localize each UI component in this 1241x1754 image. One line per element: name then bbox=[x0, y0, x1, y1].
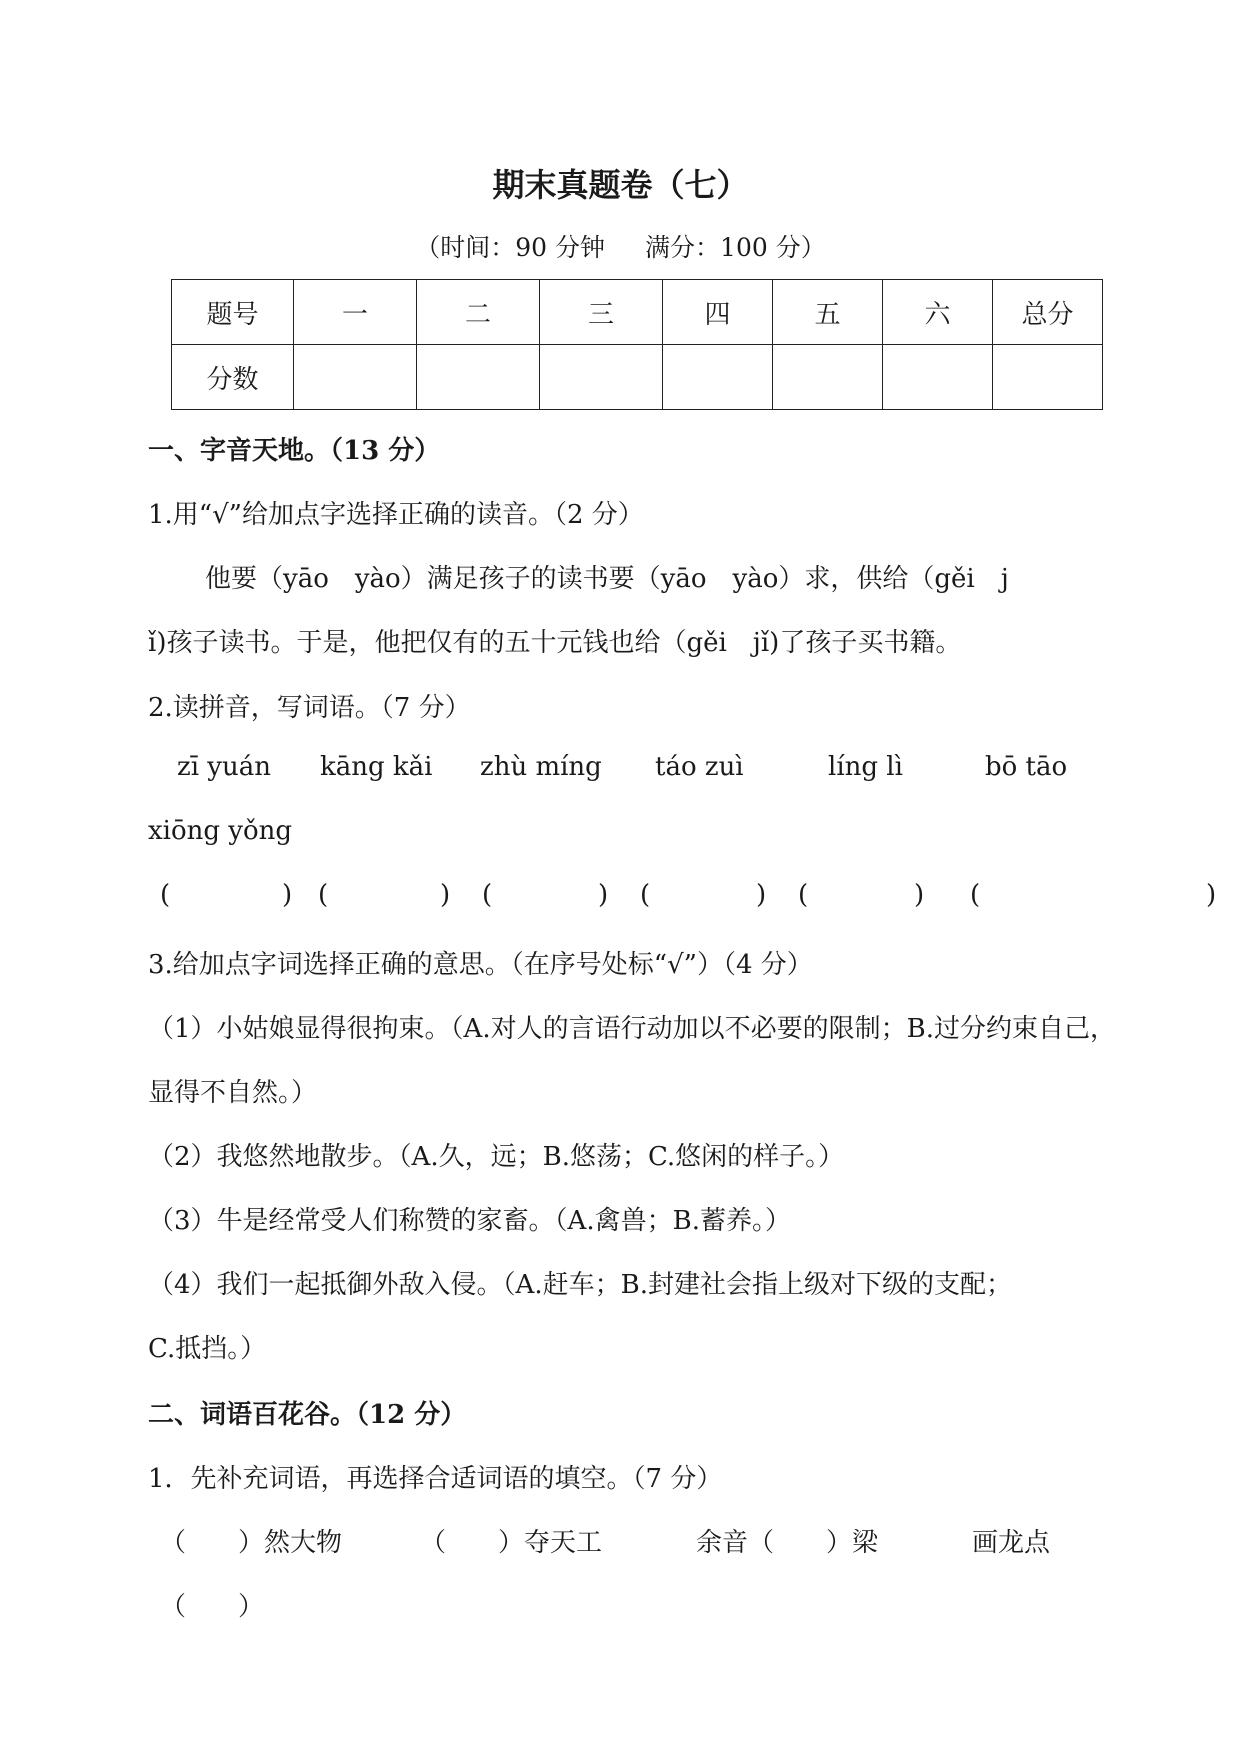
q1-text-line2: ǐ)孩子读书。于是，他把仅有的五十元钱也给（gěi jǐ)了孩子买书籍。 bbox=[148, 628, 962, 658]
blank-close: ) bbox=[440, 880, 451, 910]
blank-close: ) bbox=[282, 880, 293, 910]
score-cell[interactable] bbox=[773, 345, 883, 410]
blank-open: ( bbox=[318, 880, 329, 910]
score-cell[interactable] bbox=[993, 345, 1103, 410]
blank-open: ( bbox=[160, 880, 171, 910]
header-cell: 六 bbox=[883, 280, 993, 345]
header-cell: 一 bbox=[294, 280, 417, 345]
q3-item: （4）我们一起抵御外敌入侵。（A.赶车；B.封建社会指上级对下级的支配； bbox=[148, 1270, 1012, 1300]
score-table-score-row bbox=[172, 345, 1103, 410]
pinyin-word: zhù míng bbox=[480, 752, 602, 782]
time-limit: （时间：90 分钟 bbox=[415, 233, 606, 262]
idiom-item: （ ）夺天工 bbox=[420, 1528, 603, 1558]
blank-close: ) bbox=[914, 880, 925, 910]
q1-text-line1: 他要（yāo yào）满足孩子的读书要（yāo yào）求，供给（gěi j bbox=[205, 564, 1009, 594]
header-cell: 四 bbox=[663, 280, 773, 345]
score-cell[interactable] bbox=[663, 345, 773, 410]
score-cell[interactable] bbox=[417, 345, 540, 410]
s2-q1-prompt: 1．先补充词语，再选择合适词语的填空。（7 分） bbox=[148, 1464, 723, 1494]
q3-item: （3）牛是经常受人们称赞的家畜。（A.禽兽；B.蓄养。） bbox=[148, 1206, 791, 1236]
blank-open: ( bbox=[798, 880, 809, 910]
q3-item: 显得不自然。） bbox=[148, 1078, 318, 1108]
section-1-heading: 一、字音天地。（13 分） bbox=[148, 436, 441, 466]
score-cell[interactable] bbox=[883, 345, 993, 410]
pinyin-word: xiōng yǒng bbox=[148, 816, 293, 846]
score-cell[interactable] bbox=[540, 345, 663, 410]
header-cell: 总分 bbox=[993, 280, 1103, 345]
header-cell: 三 bbox=[540, 280, 663, 345]
pinyin-word: líng lì bbox=[828, 752, 903, 782]
blank-open: ( bbox=[640, 880, 651, 910]
blank-close: ) bbox=[598, 880, 609, 910]
idiom-item: 余音（ ）梁 bbox=[696, 1528, 879, 1558]
section-2-heading: 二、词语百花谷。（12 分） bbox=[148, 1400, 467, 1430]
q3-item: （2）我悠然地散步。（A.久，远；B.悠荡；C.悠闲的样子。） bbox=[148, 1142, 845, 1172]
header-cell: 五 bbox=[773, 280, 883, 345]
header-cell: 二 bbox=[417, 280, 540, 345]
q3-item: （1）小姑娘显得很拘束。（A.对人的言语行动加以不必要的限制；B.过分约束自己， bbox=[148, 1014, 1116, 1044]
blank-close: ) bbox=[756, 880, 767, 910]
idiom-blank: （ ） bbox=[160, 1592, 265, 1622]
pinyin-word: bō tāo bbox=[985, 752, 1068, 782]
full-score: 满分：100 分） bbox=[645, 233, 826, 262]
page-title: 期末真题卷（七） bbox=[492, 166, 749, 204]
blank-open: ( bbox=[482, 880, 493, 910]
row-label: 分数 bbox=[172, 345, 294, 410]
idiom-item: （ ）然大物 bbox=[160, 1528, 343, 1558]
exam-info bbox=[0, 228, 1241, 264]
pinyin-word: zī yuán bbox=[177, 752, 271, 782]
q3-prompt: 3.给加点字词选择正确的意思。（在序号处标“√”）（4 分） bbox=[148, 950, 813, 980]
q3-item: C.抵挡。） bbox=[148, 1334, 267, 1364]
idiom-item: 画龙点 bbox=[972, 1528, 1051, 1558]
q1-prompt: 1.用“√”给加点字选择正确的读音。（2 分） bbox=[148, 500, 644, 530]
blank-close: ) bbox=[1206, 880, 1217, 910]
score-table-header-row bbox=[172, 280, 1103, 345]
score-table bbox=[171, 279, 1103, 410]
pinyin-word: kāng kǎi bbox=[320, 752, 433, 782]
score-cell[interactable] bbox=[294, 345, 417, 410]
blank-open: ( bbox=[970, 880, 981, 910]
header-cell: 题号 bbox=[172, 280, 294, 345]
q2-prompt: 2.读拼音，写词语。（7 分） bbox=[148, 693, 471, 723]
pinyin-word: táo zuì bbox=[655, 752, 744, 782]
